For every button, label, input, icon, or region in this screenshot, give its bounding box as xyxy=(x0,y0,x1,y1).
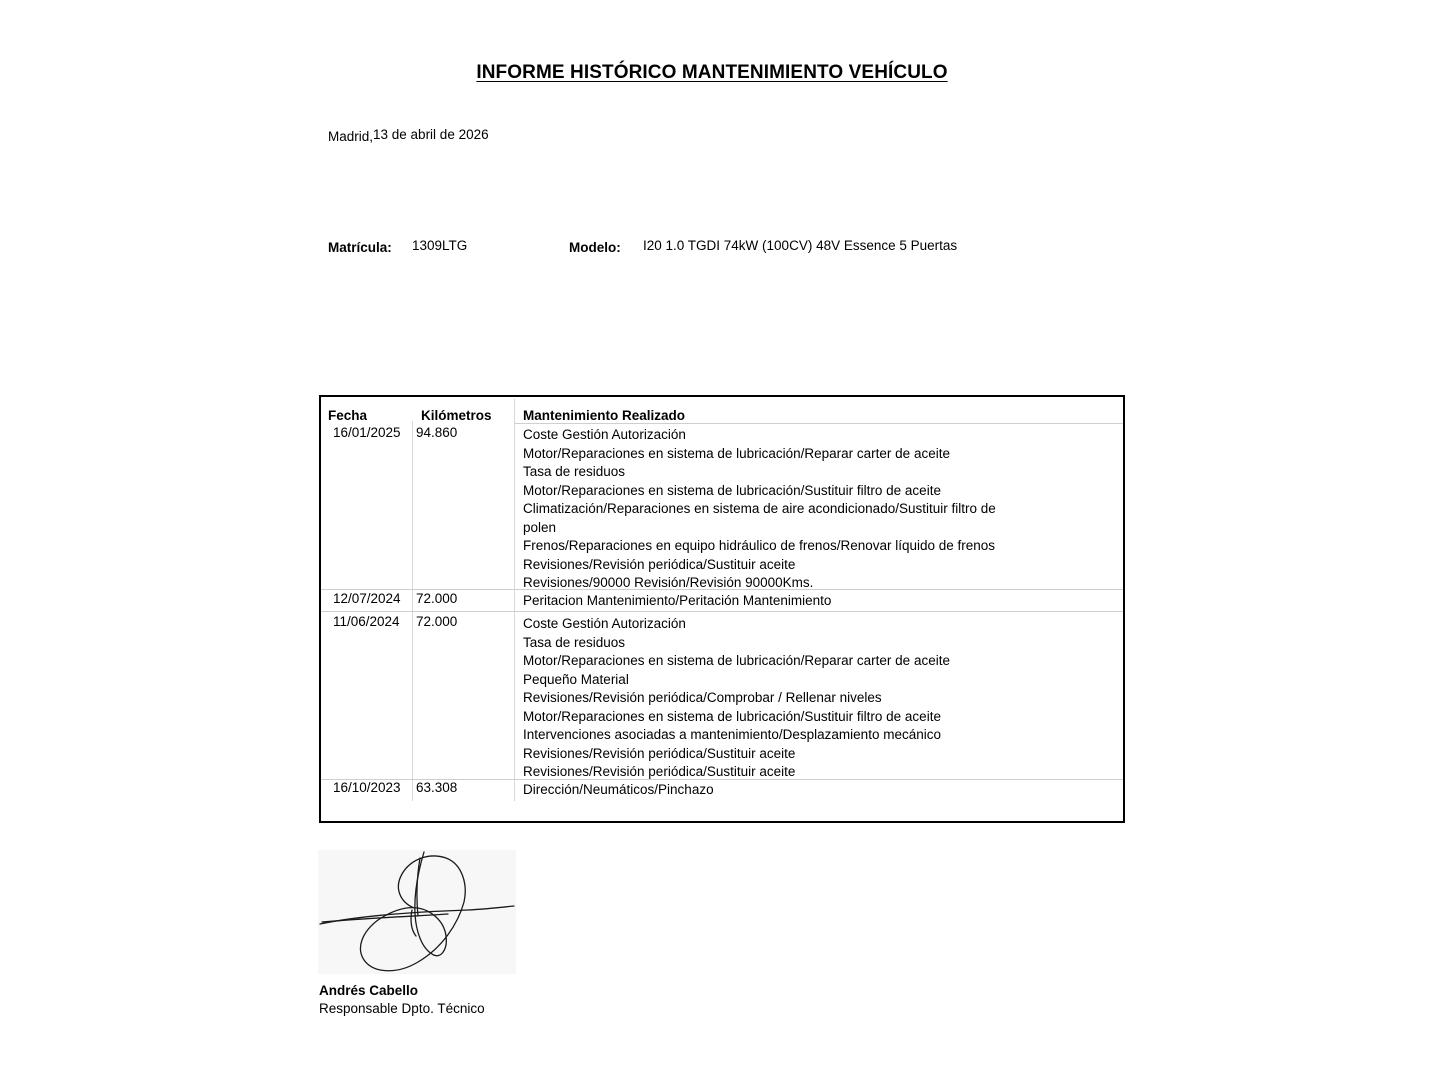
header-date: Fecha xyxy=(328,408,368,423)
work-item: Frenos/Reparaciones en equipo hidráulico de frenos/Renovar líquido de frenos xyxy=(523,538,996,553)
work-item: Revisiones/Revisión periódica/Sustituir aceite xyxy=(523,764,796,779)
row-km: 72.000 xyxy=(416,614,458,629)
row-km: 72.000 xyxy=(416,591,458,606)
work-item: Motor/Reparaciones en sistema de lubricación/Sustituir filtro de aceite xyxy=(523,708,941,724)
model-value: I20 1.0 TGDI 74kW (100CV) 48V Essence 5 Puertas xyxy=(643,238,958,253)
work-item: Tasa de residuos xyxy=(523,464,626,479)
row-km: 94.860 xyxy=(416,425,458,440)
work-item: Revisiones/Revisión periódica/Sustituir aceite xyxy=(523,745,796,761)
row-divider xyxy=(321,611,1123,612)
header-km: Kilómetros xyxy=(421,408,492,423)
row-date: 16/01/2025 xyxy=(333,425,401,440)
column-divider xyxy=(514,399,515,801)
work-item: polen xyxy=(523,519,557,535)
work-item: Tasa de residuos xyxy=(523,634,626,650)
signatory-role: Responsable Dpto. Técnico xyxy=(319,1001,485,1016)
signatory-name: Andrés Cabello xyxy=(319,983,419,998)
work-item: Intervenciones asociadas a mantenimiento/Desplazamiento mecánico xyxy=(523,727,941,742)
plate-value: 1309LTG xyxy=(412,238,468,253)
row-work-list xyxy=(523,426,1023,593)
report-date: 13 de abril de 2026 xyxy=(373,127,489,142)
work-item: Revisiones/90000 Revisión/Revisión 90000Kms. xyxy=(523,575,814,590)
header-divider xyxy=(515,423,1123,424)
work-item: Pequeño Material xyxy=(523,671,629,687)
place-date xyxy=(328,127,489,142)
row-work-list xyxy=(523,781,1023,800)
work-item: Coste Gestión Autorización xyxy=(523,427,686,442)
row-work-list xyxy=(523,592,1023,611)
work-item: Motor/Reparaciones en sistema de lubricación/Sustituir filtro de aceite xyxy=(523,482,941,498)
work-item: Motor/Reparaciones en sistema de lubricación/Reparar carter de aceite xyxy=(523,653,950,668)
header-work: Mantenimiento Realizado xyxy=(523,408,686,423)
handwritten-signature xyxy=(318,850,516,974)
model-label: Modelo: xyxy=(569,240,621,255)
work-item: Revisiones/Revisión periódica/Sustituir aceite xyxy=(523,556,796,572)
work-item: Dirección/Neumáticos/Pinchazo xyxy=(523,782,714,797)
row-work-list xyxy=(523,615,1023,782)
maintenance-table xyxy=(319,395,1125,823)
row-km: 63.308 xyxy=(416,780,458,795)
work-item: Climatización/Reparaciones en sistema de aire acondicionado/Sustituir filtro de xyxy=(523,501,996,516)
row-date: 12/07/2024 xyxy=(333,591,401,606)
row-date: 16/10/2023 xyxy=(333,780,401,795)
city: Madrid, xyxy=(328,129,374,144)
plate-label: Matrícula: xyxy=(328,240,392,255)
work-item: Peritacion Mantenimiento/Peritación Mantenimiento xyxy=(523,593,832,608)
work-item: Motor/Reparaciones en sistema de lubricación/Reparar carter de aceite xyxy=(523,445,950,461)
work-item: Coste Gestión Autorización xyxy=(523,616,686,631)
work-item: Revisiones/Revisión periódica/Comprobar / Rellenar niveles xyxy=(523,690,882,705)
row-date: 11/06/2024 xyxy=(333,614,400,629)
report-title: INFORME HISTÓRICO MANTENIMIENTO VEHÍCULO xyxy=(476,62,948,83)
